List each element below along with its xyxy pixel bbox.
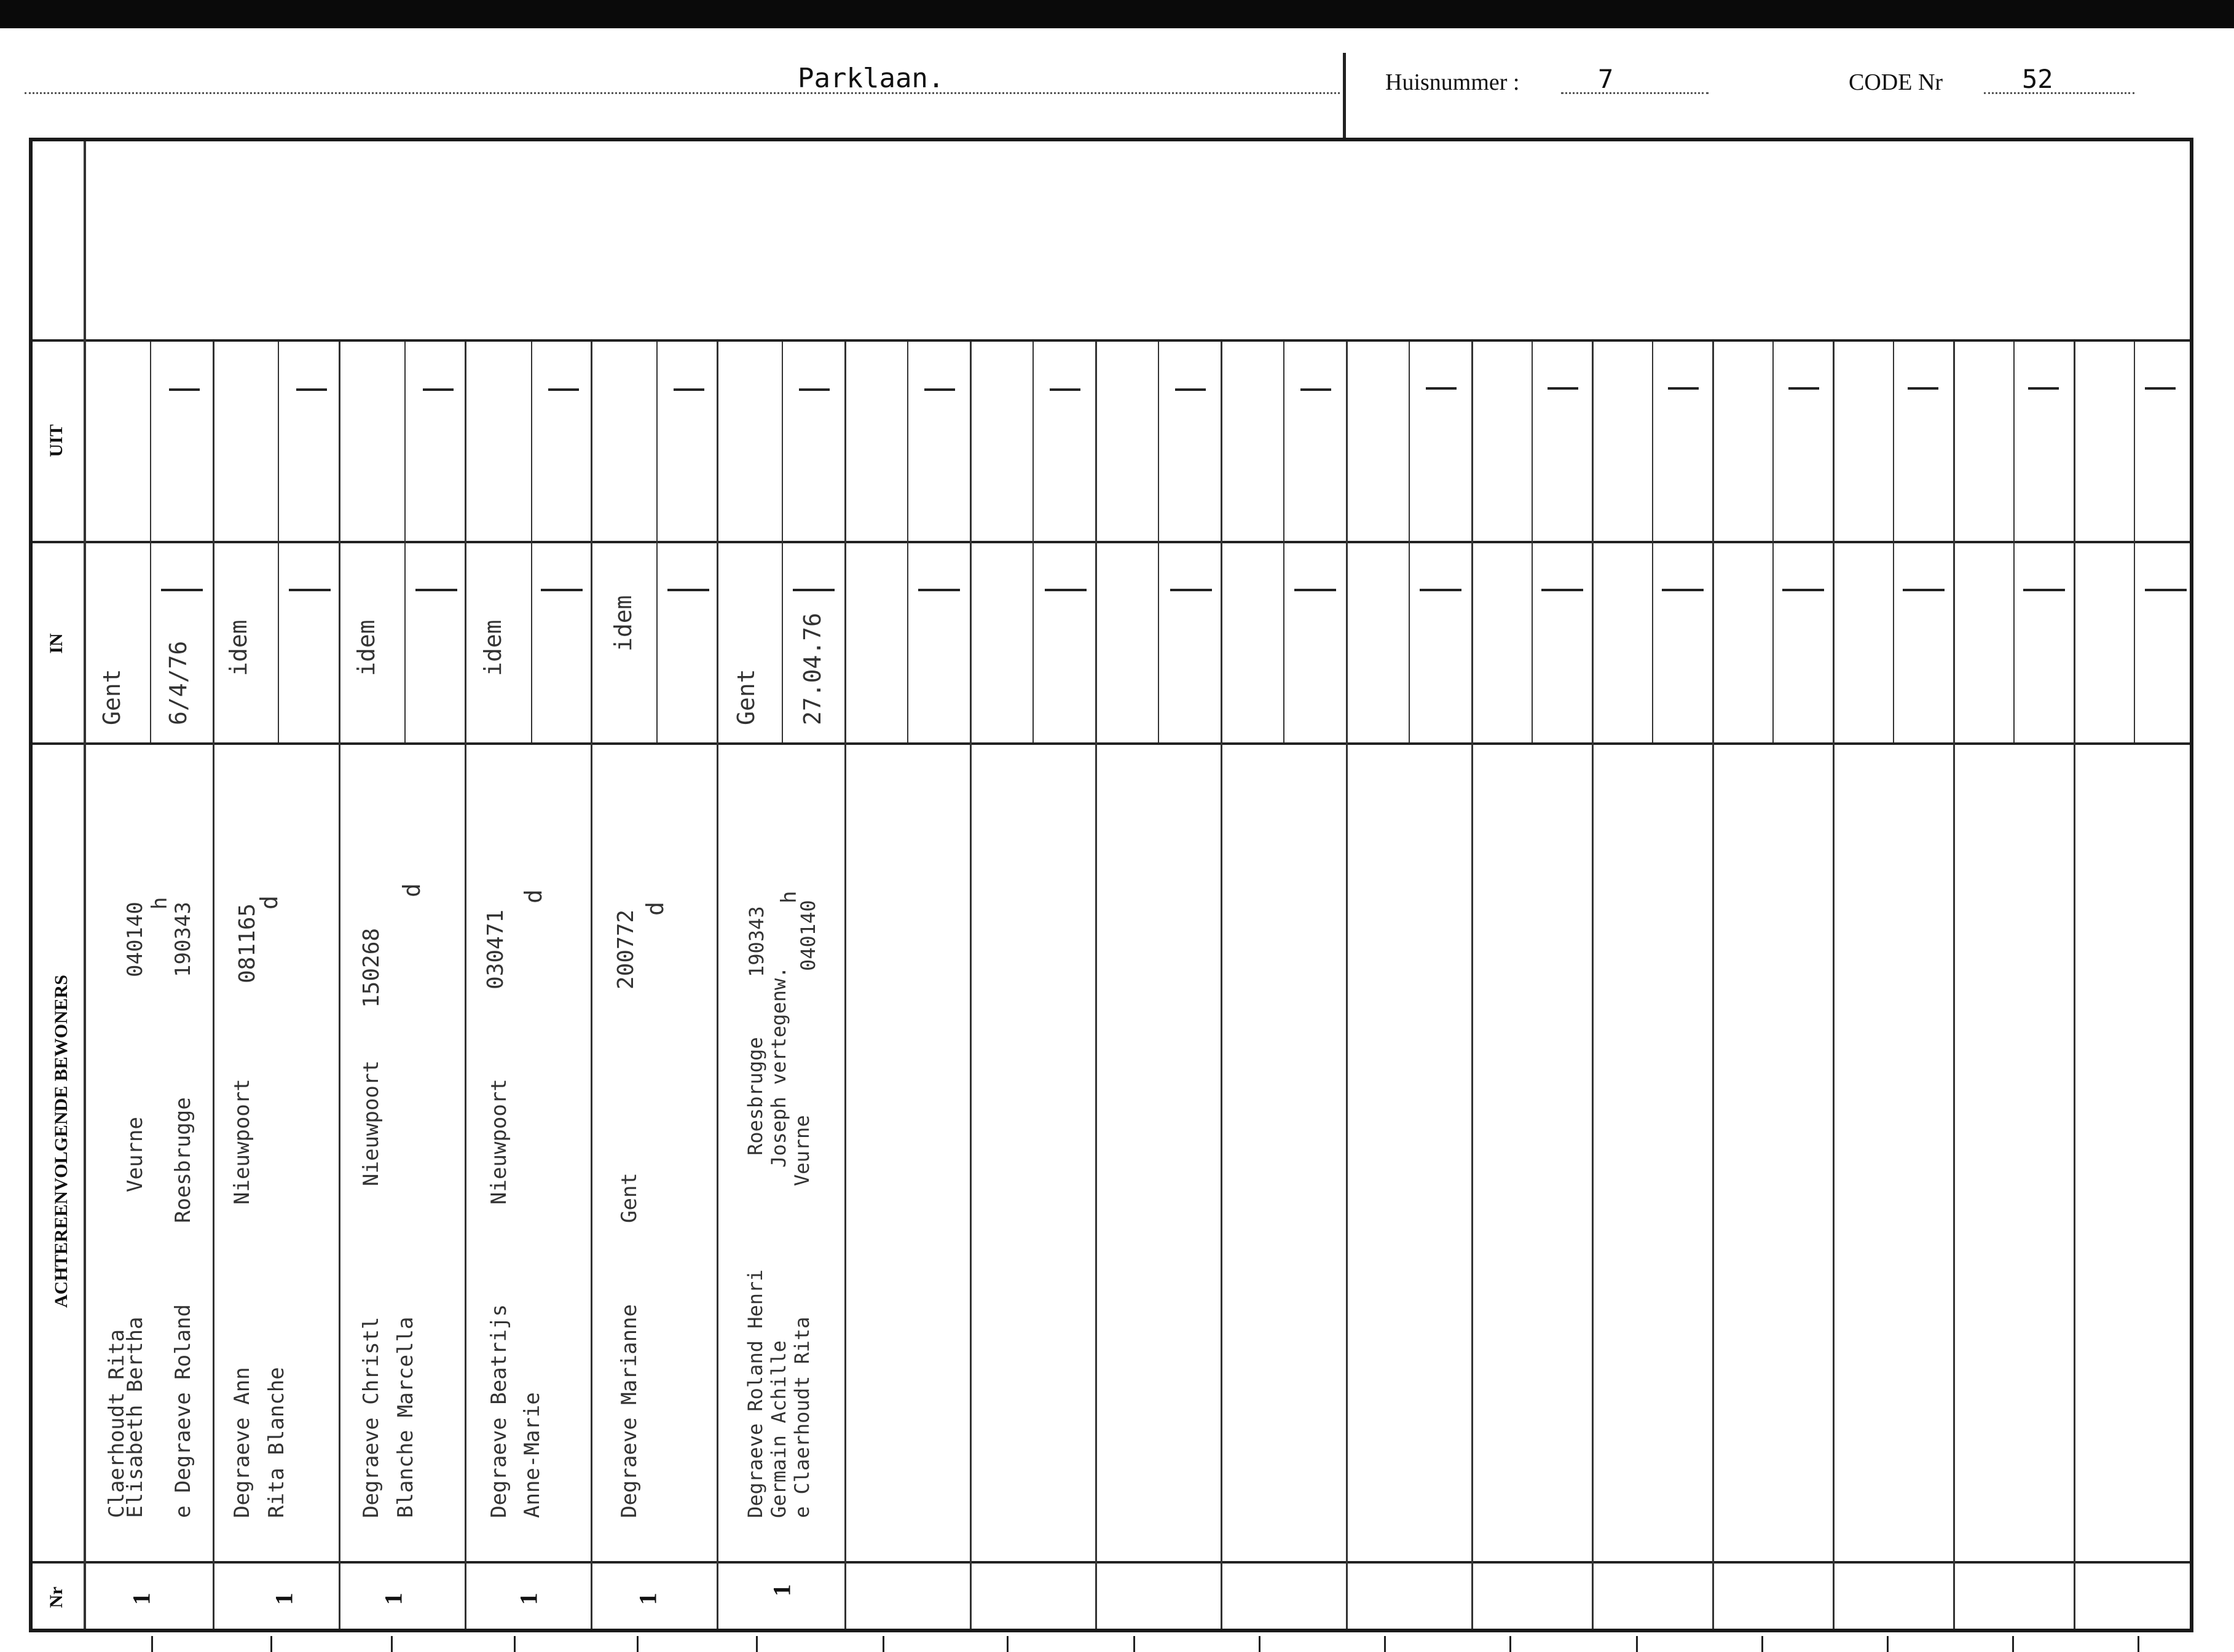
birthdate-marker: d: [520, 889, 547, 903]
nr-value: 1: [270, 1592, 298, 1605]
section-label-in: IN: [46, 633, 66, 654]
birthplace: Nieuwpoort: [487, 1079, 511, 1205]
birthdate-marker: h: [777, 891, 801, 903]
resident-name: Anne-Marie: [520, 1392, 545, 1518]
birthdate: 081165: [235, 903, 260, 983]
birthdate-marker: h: [147, 897, 172, 910]
resident-name: e Degraeve Roland: [171, 1304, 195, 1518]
code-label: CODE Nr: [1849, 69, 1943, 95]
nr-value: 1: [127, 1592, 155, 1605]
birthdate-marker: d: [642, 902, 669, 916]
birthplace: Nieuwpoort: [359, 1060, 383, 1186]
birthplace: Roesbrugge: [171, 1097, 195, 1223]
birthdate: 190343: [745, 906, 768, 977]
in-place: Gent: [98, 669, 125, 725]
birthplace: Gent: [617, 1173, 642, 1223]
section-label-uit: UIT: [46, 424, 66, 457]
in-date: 27.04.76: [799, 612, 826, 725]
birthdate: 040140: [796, 900, 820, 971]
divider-bewoners-nr: [33, 1561, 2190, 1564]
birthdate: 200772: [613, 909, 639, 989]
header-divider: [1343, 53, 1346, 139]
divider-top-uit: [33, 339, 2190, 342]
nr-value: 1: [768, 1584, 796, 1597]
top-black-band: [0, 0, 2234, 28]
divider-in-bewoners: [33, 742, 2190, 745]
house-number-label: Huisnummer :: [1385, 69, 1520, 95]
birthdate-marker: d: [256, 895, 283, 910]
resident-name: Elisabeth Bertha: [123, 1316, 147, 1518]
divider-uit-in: [33, 541, 2190, 543]
section-label-nr: Nr: [46, 1586, 66, 1608]
resident-name: Rita Blanche: [264, 1367, 289, 1518]
resident-name: Germain Achille: [767, 1340, 790, 1518]
resident-name: Degraeve Marianne: [617, 1304, 642, 1518]
in-date: 6/4/76: [165, 640, 192, 725]
in-place: Gent: [733, 669, 760, 725]
street-name: Parklaan.: [798, 63, 945, 94]
resident-name: Degraeve Beatrijs: [487, 1304, 511, 1518]
resident-name: e Claerhoudt Rita: [790, 1316, 814, 1518]
label-column-line: [84, 141, 86, 1629]
register-frame: [29, 138, 2193, 1632]
house-number-value: 7: [1598, 64, 1614, 94]
birthdate: 030471: [483, 909, 508, 989]
birthdate-marker: d: [398, 883, 425, 897]
nr-value: 1: [379, 1592, 407, 1605]
nr-value: 1: [514, 1592, 543, 1605]
house-dotline: [1561, 92, 1709, 94]
birthdate: 190343: [171, 902, 195, 977]
resident-name: Degraeve Ann: [230, 1367, 254, 1518]
code-dotline: [1984, 92, 2134, 94]
resident-name: Degraeve Roland Henri: [744, 1269, 767, 1518]
in-place: idem: [479, 620, 506, 676]
street-dotline: [25, 92, 1340, 94]
code-value: 52: [2022, 64, 2053, 94]
in-place: idem: [610, 595, 637, 651]
section-label-bewoners: ACHTEREENVOLGENDE BEWONERS: [51, 975, 71, 1308]
resident-name: Degraeve Christl: [359, 1316, 383, 1518]
in-place: idem: [353, 620, 380, 676]
resident-name: Claerhoudt Rita: [104, 1329, 129, 1518]
birthplace: Nieuwpoort: [230, 1079, 254, 1205]
birthdate: 150268: [359, 927, 384, 1008]
guardian-note: Joseph vertegenw.: [767, 966, 790, 1168]
resident-name: Blanche Marcella: [393, 1316, 418, 1518]
birthplace: Veurne: [790, 1115, 814, 1186]
birthdate: 040140: [123, 902, 147, 977]
in-place: idem: [225, 620, 252, 676]
birthplace: Roesbrugge: [744, 1037, 767, 1155]
nr-value: 1: [634, 1592, 662, 1605]
birthplace: Veurne: [123, 1117, 147, 1192]
